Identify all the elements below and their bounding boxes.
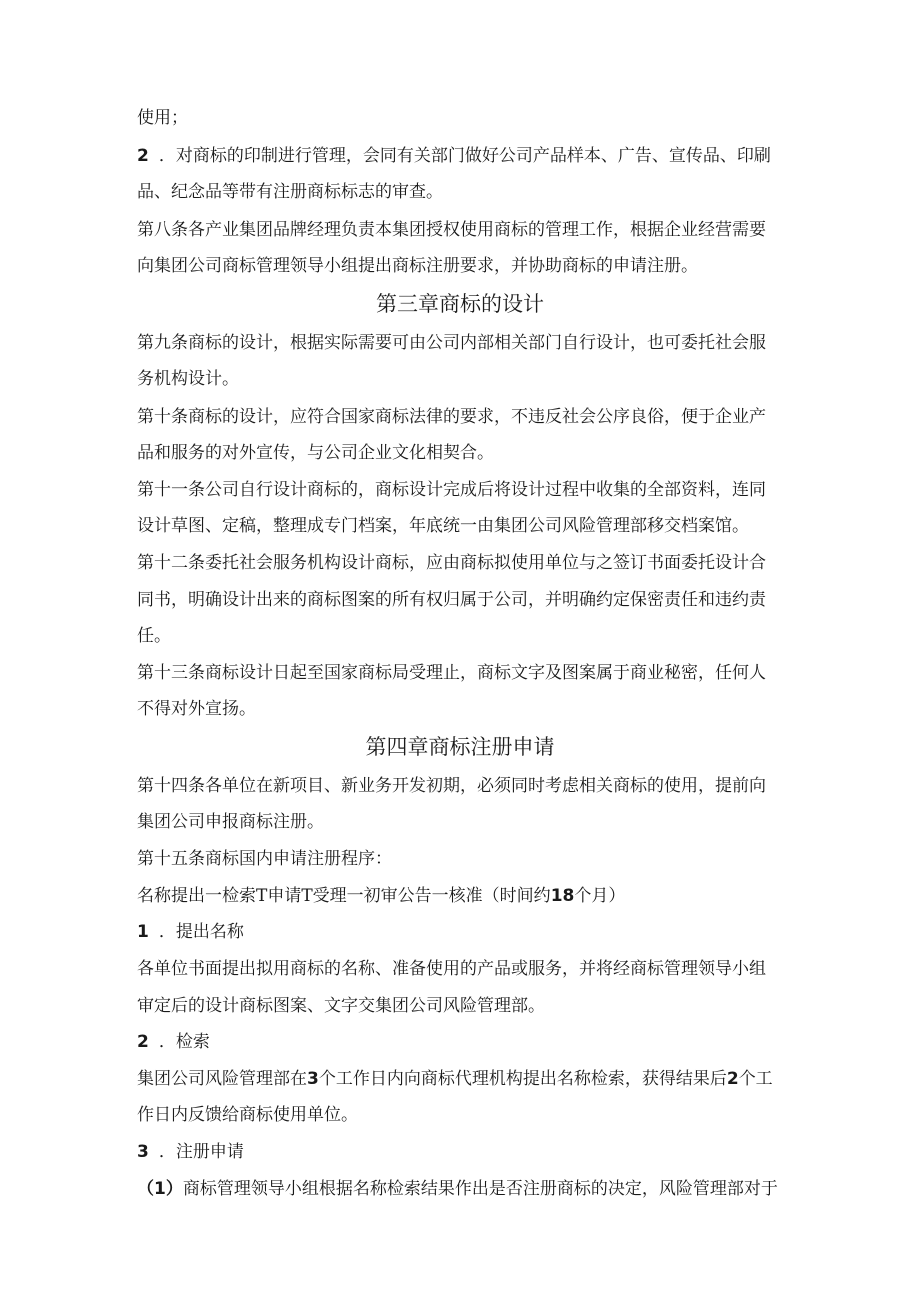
article-13-line-2: 不得对外宣扬。 — [137, 699, 256, 719]
article-9-line-1: 第九条商标的设计，根据实际需要可由公司内部相关部门自行设计，也可委托社会服 — [137, 333, 766, 353]
article-14-line-1: 第十四条各单位在新项目、新业务开发初期，必须同时考虑相关商标的使用，提前向 — [137, 776, 766, 796]
article-10-line-2: 品和服务的对外宣传，与公司企业文化相契合。 — [137, 443, 494, 463]
months-number: 18 — [550, 886, 575, 906]
step-label: ．注册申请 — [158, 1142, 244, 1162]
chapter-4-heading: 第四章商标注册申请 — [365, 735, 555, 759]
step-number: 3 — [137, 1142, 149, 1162]
article-12-line-2: 同书，明确设计出来的商标图案的所有权归属于公司，并明确约定保密责任和违约责 — [137, 590, 766, 610]
step-number: 1 — [137, 922, 149, 942]
text-fragment: 个工作日内向商标代理机构提出名称检索，获得结果后 — [318, 1069, 727, 1089]
procedure-flow — [137, 884, 625, 908]
list-number: 2 — [137, 146, 149, 166]
article-9-line-2: 务机构设计。 — [137, 369, 239, 389]
article-15-line: 第十五条商标国内申请注册程序： — [137, 849, 392, 869]
step-number: 2 — [137, 1032, 149, 1052]
step-3-title — [137, 1140, 244, 1164]
text-fragment: 个工 — [738, 1069, 773, 1089]
article-12-line-1: 第十二条委托社会服务机构设计商标，应由商标拟使用单位与之签订书面委托设计合 — [137, 553, 766, 573]
step-label: ．提出名称 — [158, 922, 244, 942]
list-text: ．对商标的印制进行管理，会同有关部门做好公司产品样本、广告、宣传品、印刷 — [158, 146, 771, 166]
article-11-line-2: 设计草图、定稿，整理成专门档案，年底统一由集团公司风险管理部移交档案馆。 — [137, 516, 749, 536]
article-14-line-2: 集团公司申报商标注册。 — [137, 812, 324, 832]
text-line: 品、纪念品等带有注册商标标志的审查。 — [137, 182, 443, 202]
days-number: 3 — [307, 1069, 319, 1089]
step-1-title — [137, 920, 244, 944]
list-item-2 — [137, 144, 771, 168]
article-13-line-1: 第十三条商标设计日起至国家商标局受理止，商标文字及图案属于商业秘密，任何人 — [137, 663, 766, 683]
item-text: 商标管理领导小组根据名称检索结果作出是否注册商标的决定，风险管理部对于 — [182, 1179, 778, 1199]
article-8-line-1: 第八条各产业集团品牌经理负责本集团授权使用商标的管理工作，根据企业经营需要 — [137, 220, 766, 240]
step-2-line-2: 作日内反馈给商标使用单位。 — [137, 1105, 358, 1125]
procedure-text-end: 个月） — [574, 886, 626, 906]
days-number: 2 — [726, 1069, 739, 1089]
step-1-line-2: 审定后的设计商标图案、文字交集团公司风险管理部。 — [137, 996, 545, 1016]
article-12-line-3: 任。 — [137, 626, 171, 646]
procedure-text: 名称提出一检索T申请T受理一初审公告一核准（时间约 — [137, 886, 551, 906]
article-11-line-1: 第十一条公司自行设计商标的，商标设计完成后将设计过程中收集的全部资料，连同 — [137, 480, 766, 500]
article-8-line-2: 向集团公司商标管理领导小组提出商标注册要求，并协助商标的申请注册。 — [137, 256, 698, 276]
step-2-line-1 — [137, 1067, 773, 1091]
step-3-item-1 — [137, 1177, 778, 1201]
step-1-line-1: 各单位书面提出拟用商标的名称、准备使用的产品或服务，并将经商标管理领导小组 — [137, 959, 766, 979]
text-line: 使用； — [137, 108, 188, 128]
step-label: ．检索 — [158, 1032, 210, 1052]
chapter-3-heading: 第三章商标的设计 — [376, 292, 544, 316]
text-fragment: 集团公司风险管理部在 — [137, 1069, 307, 1089]
article-10-line-1: 第十条商标的设计，应符合国家商标法律的要求，不违反社会公序良俗，便于企业产 — [137, 407, 766, 427]
item-number: （1） — [137, 1179, 183, 1199]
step-2-title — [137, 1030, 210, 1054]
